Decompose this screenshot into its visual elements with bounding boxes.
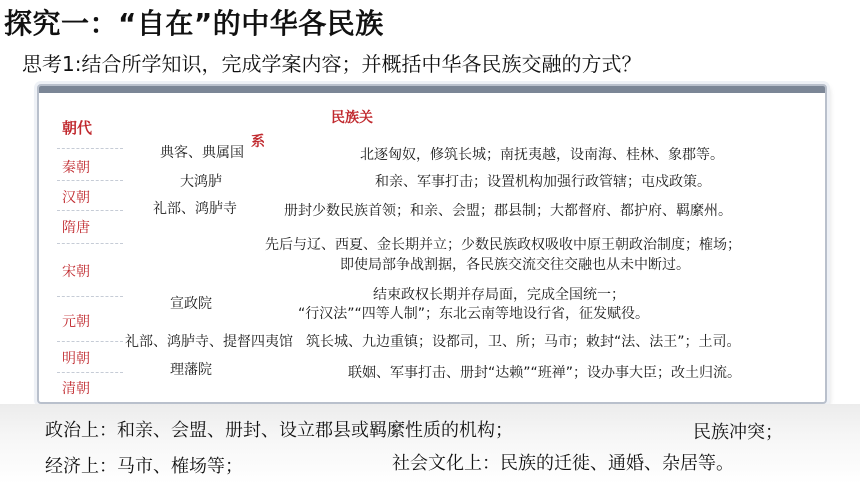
summary-culture: 社会文化上：民族的迁徙、通婚、杂居等。 bbox=[392, 453, 734, 474]
row-divider bbox=[57, 372, 123, 373]
panel-header-bar bbox=[39, 86, 825, 93]
dynasty-ming: 明朝 bbox=[62, 351, 90, 367]
institution-qing: 理藩院 bbox=[170, 362, 212, 378]
row-divider bbox=[57, 148, 123, 149]
header-relation-tail: 系 bbox=[251, 134, 265, 150]
relation-ming: 筑长城、九边重镇；设都司，卫、所；马市；敕封“法、法王”；土司。 bbox=[306, 334, 741, 350]
dynasty-song: 宋朝 bbox=[62, 264, 90, 280]
page-title: 探究一：“自在”的中华各民族 bbox=[4, 7, 384, 40]
institution-qin: 典客、典属国 bbox=[160, 145, 244, 161]
institution-ming: 礼部、鸿胪寺、提督四夷馆 bbox=[125, 334, 293, 350]
dynasty-qin: 秦朝 bbox=[62, 160, 90, 176]
question-prompt: 思考1:结合所学知识，完成学案内容；并概括中华各民族交融的方式？ bbox=[22, 52, 642, 76]
institution-yuan: 宣政院 bbox=[170, 296, 212, 312]
relation-qing: 联姻、军事打击、册封“达赖”“班禅”；设办事大臣；改土归流。 bbox=[348, 365, 742, 381]
row-divider bbox=[57, 296, 123, 297]
institution-han: 大鸿胪 bbox=[180, 174, 222, 190]
dynasty-qing: 清朝 bbox=[62, 381, 90, 397]
relation-qin: 北逐匈奴，修筑长城；南抚夷越，设南海、桂林、象郡等。 bbox=[360, 147, 724, 163]
summary-conflict: 民族冲突； bbox=[693, 422, 783, 443]
relation-yuan-line2: “行汉法”“四等人制”；东北云南等地设行省，征发赋役。 bbox=[298, 306, 650, 322]
dynasty-sui-tang: 隋唐 bbox=[62, 220, 90, 236]
summary-economy: 经济上：马市、榷场等； bbox=[45, 456, 243, 477]
relation-song-line1: 先后与辽、西夏、金长期并立；少数民族政权吸收中原王朝政治制度；榷场； bbox=[265, 237, 741, 253]
relation-han: 和亲、军事打击；设置机构加强行政管辖；屯戍政策。 bbox=[375, 174, 711, 190]
relation-sui-tang: 册封少数民族首领；和亲、会盟；郡县制；大都督府、都护府、羁縻州。 bbox=[284, 203, 732, 219]
row-divider bbox=[57, 341, 123, 342]
row-divider bbox=[57, 180, 123, 181]
header-dynasty: 朝代 bbox=[62, 119, 93, 137]
dynasty-yuan: 元朝 bbox=[62, 314, 90, 330]
row-divider bbox=[57, 210, 123, 211]
summary-politics: 政治上：和亲、会盟、册封、设立郡县或羁縻性质的机构； bbox=[45, 420, 513, 441]
relation-song-line2: 即使局部争战割据，各民族交流交往交融也从未中断过。 bbox=[340, 257, 690, 273]
institution-sui-tang: 礼部、鸿胪寺 bbox=[153, 201, 237, 217]
relation-yuan-line1: 结束政权长期并存局面，完成全国统一； bbox=[373, 287, 625, 303]
row-divider bbox=[57, 243, 123, 244]
header-relation: 民族关 bbox=[331, 110, 373, 126]
dynasty-han: 汉朝 bbox=[62, 190, 90, 206]
